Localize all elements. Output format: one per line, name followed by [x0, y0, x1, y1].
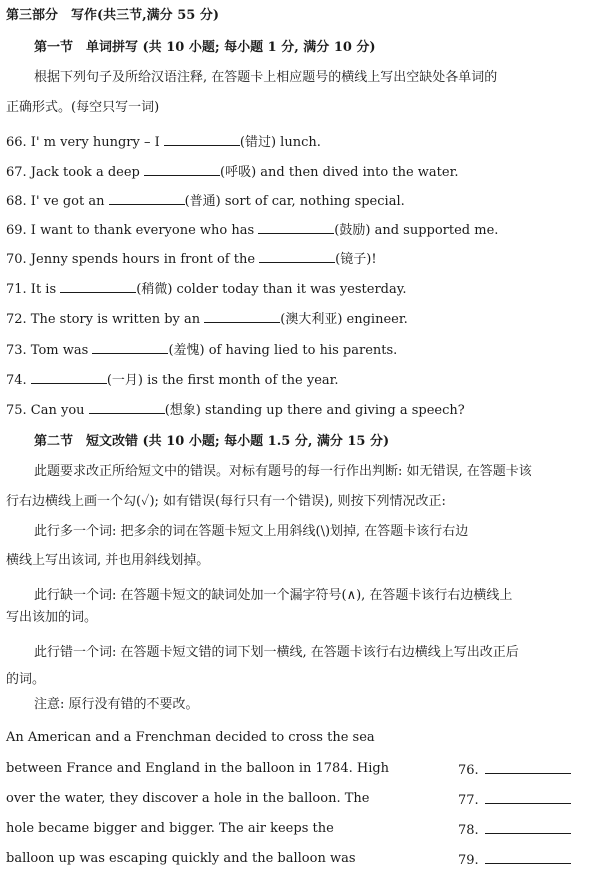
section2-para2-line1: 此行多一个词: 把多余的词在答题卡短文上用斜线(\)划掉, 在答题卡该行右边 — [34, 524, 469, 539]
question-text-end: engineer. — [342, 312, 408, 327]
answer-blank — [204, 310, 280, 323]
chinese-hint: (稍微) — [136, 282, 173, 297]
question-71 — [6, 280, 407, 298]
section2-note: 注意: 原行没有错的不要改。 — [34, 697, 199, 712]
section1-instruction-line1: 根据下列句子及所给汉语注释, 在答题卡上相应题号的横线上写出空缺处各单词的 — [34, 70, 498, 85]
question-text-end: is the first month of the year. — [142, 373, 339, 388]
answer-blank — [164, 133, 240, 146]
section2-para4-line2: 的词。 — [6, 672, 46, 687]
passage-line: between France and England in the balloon in 1784. High — [6, 761, 390, 776]
answer-blank — [92, 341, 168, 354]
question-text: 73. Tom was — [6, 343, 93, 358]
question-text-end: lunch. — [276, 135, 321, 150]
passage-line: An American and a Frenchman decided to cross the sea — [6, 730, 375, 745]
answer-number: 78. — [458, 823, 479, 838]
section2-title: 第二节 短文改错 (共 10 小题; 每小题 1.5 分, 满分 15 分) — [34, 434, 390, 449]
question-70 — [6, 250, 377, 268]
answer-blank — [485, 821, 571, 834]
question-75 — [6, 401, 465, 419]
chinese-hint: (想象) — [164, 403, 201, 418]
chinese-hint: (羞愧) — [168, 343, 205, 358]
question-73 — [6, 341, 397, 359]
section1-instruction-line2: 正确形式。(每空只写一词) — [6, 100, 160, 115]
question-text: 66. I' m very hungry – I — [6, 135, 164, 150]
question-text-end: colder today than it was yesterday. — [172, 282, 407, 297]
answer-line-76 — [458, 761, 571, 779]
question-text: 74. — [6, 373, 31, 388]
section2-para1-line2: 行右边横线上画一个勾(✓); 如有错误(每行只有一个错误), 则按下列情况改正: — [6, 494, 446, 509]
question-74 — [6, 371, 339, 389]
question-67 — [6, 163, 458, 181]
chinese-hint: (一月) — [106, 373, 143, 388]
answer-line-77 — [458, 791, 571, 809]
chinese-hint: (错过) — [239, 135, 277, 150]
question-text: 69. I want to thank everyone who has — [6, 223, 259, 238]
section2-para3-line1: 此行缺一个词: 在答题卡短文的缺词处加一个漏字符号(∧), 在答题卡该行右边横线上 — [34, 588, 513, 603]
chinese-hint: (澳大利亚) — [280, 312, 343, 327]
question-text: 75. Can you — [6, 403, 89, 418]
chinese-hint: (普通) — [184, 194, 221, 209]
question-text: 70. Jenny spends hours in front of the — [6, 252, 260, 267]
answer-blank — [485, 851, 571, 864]
answer-number: 79. — [458, 853, 479, 868]
section2-para3-line2: 写出该加的词。 — [6, 610, 98, 625]
chinese-hint: (鼓励) — [334, 223, 371, 238]
chinese-hint: (呼吸) — [220, 165, 257, 180]
question-66 — [6, 133, 321, 151]
question-text-end: and then dived into the water. — [256, 165, 459, 180]
answer-blank — [60, 280, 136, 293]
passage-line: balloon up was escaping quickly and the balloon was — [6, 851, 356, 866]
answer-line-78 — [458, 821, 571, 839]
answer-blank — [31, 371, 107, 384]
question-68 — [6, 192, 405, 210]
answer-blank — [258, 221, 334, 234]
question-text: 72. The story is written by an — [6, 312, 205, 327]
question-text: 67. Jack took a deep — [6, 165, 144, 180]
question-text-end: standing up there and giving a speech? — [200, 403, 465, 418]
answer-number: 77. — [458, 793, 479, 808]
passage-line: hole became bigger and bigger. The air keeps the — [6, 821, 334, 836]
question-72 — [6, 310, 408, 328]
answer-blank — [485, 791, 571, 804]
section2-para2-line2: 横线上写出该词, 并也用斜线划掉。 — [6, 553, 210, 568]
section1-title: 第一节 单词拼写 (共 10 小题; 每小题 1 分, 满分 10 分) — [34, 40, 376, 55]
question-text: 71. It is — [6, 282, 61, 297]
answer-blank — [144, 163, 220, 176]
part-title: 第三部分 写作(共三节,满分 55 分) — [6, 8, 219, 23]
answer-blank — [485, 761, 571, 774]
answer-line-79 — [458, 851, 571, 869]
answer-blank — [89, 401, 165, 414]
passage-line: over the water, they discover a hole in the balloon. The — [6, 791, 370, 806]
chinese-hint: (镜子) — [335, 252, 372, 267]
answer-number: 76. — [458, 763, 479, 778]
question-text-end: of having lied to his parents. — [204, 343, 398, 358]
section2-para4-line1: 此行错一个词: 在答题卡短文错的词下划一横线, 在答题卡该行右边横线上写出改正后 — [34, 645, 519, 660]
question-text-end: and supported me. — [370, 223, 499, 238]
answer-blank — [259, 250, 335, 263]
question-text: 68. I' ve got an — [6, 194, 109, 209]
section2-para1-line1: 此题要求改正所给短文中的错误。对标有题号的每一行作出判断: 如无错误, 在答题卡该 — [34, 464, 532, 479]
question-text-end: sort of car, nothing special. — [220, 194, 405, 209]
question-69 — [6, 221, 498, 239]
answer-blank — [109, 192, 185, 205]
question-text-end: ! — [371, 252, 377, 267]
